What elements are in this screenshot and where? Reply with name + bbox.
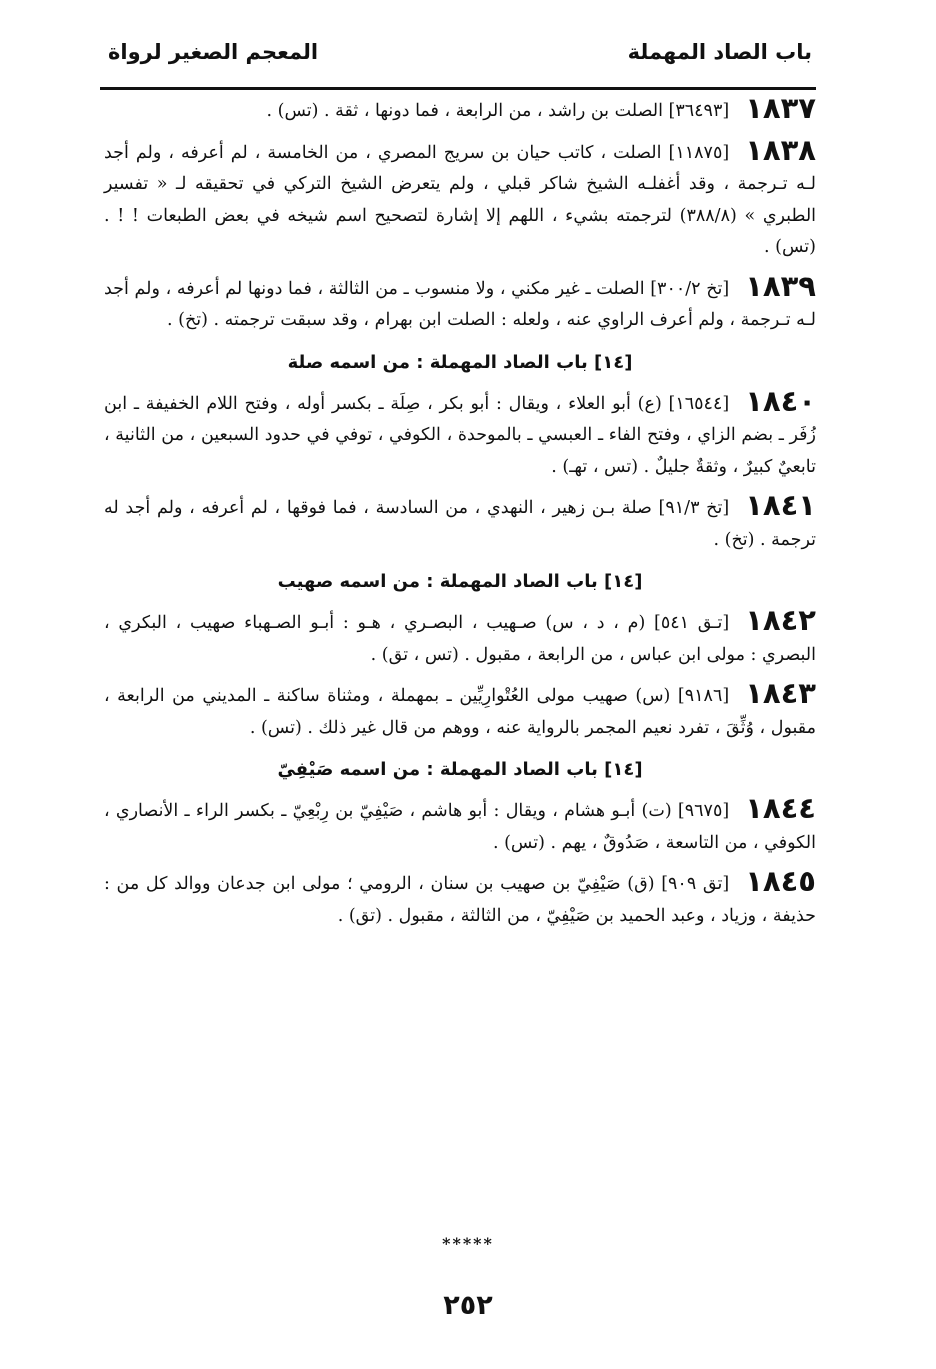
section-heading: [١٤] باب الصاد المهملة : من اسمه صلة <box>287 351 633 373</box>
entry-number: ١٨٤٢ <box>745 603 817 637</box>
entry <box>104 791 816 859</box>
entry-text: [تق ٩٠٩] (ق) صَيْفِيّ بن صهيب بن سنان ، الرومي ؛ مولى ابن جدعان ووالد كل من : حذيفة ، وزياد ، وعبد الحميد بن صَيْفِيّ ، من الثالثة ، مقبول . (تق) . <box>104 874 816 926</box>
entry-number: ١٨٣٧ <box>745 91 816 125</box>
header-chapter-title: باب الصاد المهملة <box>627 40 812 64</box>
entry-number: ١٨٣٨ <box>745 132 816 167</box>
section-separator-stars: ***** <box>442 1234 494 1253</box>
entry <box>104 603 817 671</box>
entry-number: ١٨٤١ <box>745 488 816 522</box>
entry-number: ١٨٤٤ <box>745 791 816 825</box>
entry <box>104 864 816 932</box>
section-heading: [١٤] باب الصاد المهملة : من اسمه صَيْفِيّ <box>277 759 643 780</box>
header-rule <box>100 87 816 90</box>
page-body <box>104 91 817 942</box>
entry <box>104 488 816 556</box>
entry-text: [٩٦٧٥] (ت) أبـو هشام ، ويقال : أبو هاشم ، صَيْفِيّ بن رِبْعِيّ ـ بكسر الراء ـ الأنصاري ، الكوفي ، من التاسعة ، صَدُوقٌ ، يهم . (تس) . <box>104 801 816 853</box>
entry-text: [١١٨٧٥] الصلت ، كاتب حيان بن سريج المصري ، من الخامسة ، لم أعرفه ، ولم أجد لـه تـرجمة ، وقد أغفلـه الشيخ شاكر قبلي ، ولم يتعرض الشيخ التركي في تحقيقه لـ « تفسير الطبري » (٣٨٨/٨) لترجمته بشيء ، اللهم إلا إشارة لتصحيح اسم شيخه في بعض الطبعات ! ! . (تس) . <box>104 142 817 257</box>
entry-text: [٣٦٤٩٣] الصلت بن راشد ، من الرابعة ، فما دونها ، ثقة . (تس) . <box>266 101 730 121</box>
entry <box>104 268 817 337</box>
entry-text: [٩١٨٦] (س) صهيب مولى العُتْوارِيِّين ـ بمهملة ، ومثناة ساكنة ـ المديني من الرابعة ، مقبول ، وُثِّقَ ، تفرد نعيم المجمر بالرواية عنه ، ووهم من قال غير ذلك . (تس) . <box>104 686 816 738</box>
running-header <box>104 40 816 78</box>
entry-text: [١٦٥٤٤] (ع) أبو العلاء ، ويقال : أبو بكر ، صِلَة ـ بكسر أوله ، وفتح اللام الخفيفة ـ ابن زُفَر ـ بضم الزاي ، وفتح الفاء ـ العبسي ـ بالموحدة ، الكوفي ، توفي في حدود السبعين ، من الثانية ، تابعيٌ كبيرٌ ، وثقةٌ جليلٌ . (تس ، تهـ) . <box>104 393 816 477</box>
entry-text: [تخ ٣٠٠/٢] الصلت ـ غير مكني ، ولا منسوب ـ من الثالثة ، فما دونها لم أعرفه ، ولم أجد لـه تـرجمة ، ولم أعرف الراوي عنه ، ولعله : الصلت ابن بهرام ، وقد سبقت ترجمته . (تخ) . <box>104 278 816 330</box>
entry-text: [تخ ٩١/٣] صلة بـن زهير ، النهدي ، من السادسة ، فما فوقها ، لم أعرفه ، ولم أجد له ترجمة . (تخ) . <box>104 498 816 550</box>
page-number: ٢٥٢ <box>443 1290 493 1321</box>
header-book-title: المعجم الصغير لرواة <box>108 40 319 64</box>
entry-number: ١٨٤٥ <box>745 864 816 898</box>
entry-number: ١٨٣٩ <box>745 268 817 303</box>
entry-number: ١٨٤٣ <box>745 676 816 710</box>
entry <box>104 91 816 128</box>
section-heading: [١٤] باب الصاد المهملة : من اسمه صهيب <box>277 571 643 592</box>
entry-number: ١٨٤٠ <box>745 383 816 418</box>
entry <box>104 383 816 484</box>
entry-text: [تـق ٥٤١] (م ، د ، س) صـهيب ، البصـري ، هـو : أبـو الصـهباء صهيب ، البكري ، البصري : مولى ابن عباس ، من الرابعة ، مقبول . (تس ، تق) . <box>104 613 816 665</box>
entry <box>104 132 817 264</box>
entry <box>104 676 816 744</box>
